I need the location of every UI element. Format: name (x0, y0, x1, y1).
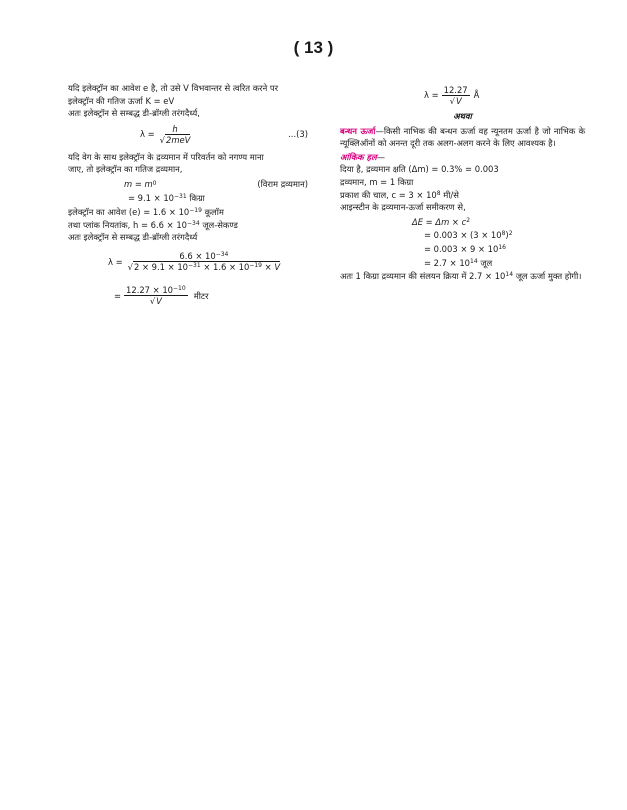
wavelength-equation (424, 82, 585, 108)
athva-heading: अथवा (453, 111, 472, 121)
fraction (124, 285, 188, 306)
para-line: जाए, तो इलेक्ट्रॉन का गतिज द्रव्यमान, (68, 164, 183, 175)
value: = 9.1 × 10 (128, 192, 174, 203)
exponent: −34 (215, 251, 229, 259)
fraction (442, 85, 470, 106)
unit: किग्रा (189, 192, 205, 203)
exponent: −19 (249, 262, 262, 270)
para-line: अतः इलेक्ट्रॉन से सम्बद्ध डी-ब्रॉग्ली तरंगदैर्ध्य, (68, 108, 200, 119)
sqrt-symbol: √ (159, 135, 165, 146)
energy-eq-2 (424, 229, 585, 242)
value: 2 × 9.1 × 10 (133, 262, 188, 273)
equation-2 (108, 248, 308, 276)
exponent: 8 (436, 189, 441, 197)
value: प्रकाश की चाल, c = 3 × 10 (340, 189, 437, 200)
denominator: √V (149, 296, 162, 307)
conclusion (340, 270, 585, 283)
exponent: −34 (186, 219, 200, 227)
radicand: V (156, 296, 162, 307)
numerator: 12.27 (443, 84, 468, 95)
eq-lhs: = (114, 290, 122, 301)
value: ΔE = Δm × c (412, 216, 467, 227)
given-line: दिया है, द्रव्यमान क्षति (Δm) = 0.3% = 0.003 (340, 164, 499, 175)
radicand: V (455, 95, 462, 106)
value: तथा प्लांक नियतांक, h = 6.6 × 10 (68, 219, 187, 230)
eq-lhs: λ = (424, 89, 439, 100)
equation-1 (140, 122, 308, 148)
value: × 1.6 × 10 (203, 262, 250, 273)
value: 6.6 × 10 (179, 251, 216, 262)
given-line: द्रव्यमान, m = 1 किग्रा (340, 176, 414, 187)
exponent: −31 (174, 192, 187, 200)
term-heading: बन्धन ऊर्जा (340, 125, 376, 136)
numerical-heading: आंकिक हल (340, 151, 377, 162)
exponent: −19 (189, 207, 202, 215)
exponent: 8 (501, 230, 506, 238)
value: = 0.003 × 9 × 10 (424, 243, 499, 254)
exponent: 2 (508, 230, 513, 238)
exponent: 16 (498, 243, 506, 251)
unit: कूलॉम (204, 207, 224, 218)
unit: जूल (480, 257, 493, 268)
equation-number: ...(3) (288, 129, 308, 140)
para-line: यदि वेग के साथ इलेक्ट्रॉन के द्रव्यमान में परिवर्तन को नगण्य माना (68, 151, 264, 162)
conclusion-text: जूल ऊर्जा मुक्त होगी। (515, 271, 582, 282)
para-line: इलेक्ट्रॉन की गतिज ऊर्जा K = eV (68, 95, 175, 106)
energy-eq-3 (424, 243, 585, 256)
unit: मी/से (443, 189, 459, 200)
eq-lhs: λ = (108, 256, 123, 267)
eq-lhs: λ = (140, 129, 155, 140)
binding-energy-para (340, 125, 585, 150)
given-line: आइन्स्टीन के द्रव्यमान-ऊर्जा समीकरण से, (340, 202, 466, 213)
energy-eq-4 (424, 257, 585, 270)
left-column (68, 82, 308, 310)
dash: — (376, 151, 386, 162)
paren: ) (505, 230, 509, 241)
value: = 2.7 × 10 (424, 257, 470, 268)
value: इलेक्ट्रॉन का आवेश (e) = 1.6 × 10 (68, 207, 190, 218)
unit: जूल-सेकण्ड (202, 219, 238, 230)
equation-3 (114, 282, 308, 310)
planck-line (68, 219, 308, 232)
value: 12.27 × 10 (126, 285, 174, 296)
numerical-heading-line (340, 151, 585, 164)
fraction (126, 251, 282, 272)
right-column (340, 82, 585, 283)
charge-line (68, 206, 308, 219)
exponent: 2 (466, 216, 471, 224)
given-line (340, 189, 585, 202)
definition-text: —किसी नाभिक की बन्धन ऊर्जा वह न्यूनतम ऊर्जा है जो नाभिक के न्यूक्लिऑनों को अनन्त दूरी तक अलग-अलग करने के लिए आवश्यक है। (340, 125, 586, 149)
para-line: अतः इलेक्ट्रॉन से सम्बद्ध डी-ब्रॉग्ली तरंगदैर्ध्य (68, 232, 198, 243)
unit: मीटर (193, 290, 209, 301)
value: × V (264, 262, 281, 273)
exponent: 14 (470, 257, 478, 265)
denominator (158, 135, 193, 145)
unit: Å (473, 89, 480, 100)
value: = 0.003 × (3 × 10 (424, 230, 502, 241)
radicand: 2meV (165, 135, 191, 146)
mass-value (128, 192, 308, 205)
denominator: √V (449, 95, 462, 106)
exponent: −31 (187, 262, 201, 270)
para-line: यदि इलेक्ट्रॉन का आवेश e है, तो उसे V विभवान्तर से त्वरित करने पर (68, 83, 279, 93)
value: अतः 1 किग्रा द्रव्यमान की संलयन क्रिया में 2.7 × 10 (340, 271, 506, 282)
mass-note: (विराम द्रव्यमान) (257, 178, 308, 189)
numerator: h (172, 124, 178, 135)
fraction (158, 124, 193, 145)
exponent: 14 (505, 271, 514, 279)
mass-lhs: m = m (124, 178, 153, 189)
page-number: ( 13 ) (293, 38, 334, 57)
exponent: −10 (173, 285, 186, 293)
denominator: $√2 \times 9.1 \times 10^{-31} \times 1.6 \times 10^{-19} \times V$ (127, 262, 281, 273)
energy-eq-1 (412, 216, 585, 229)
mass-equation: m = m 0 (विराम द्रव्यमान) (124, 178, 308, 189)
